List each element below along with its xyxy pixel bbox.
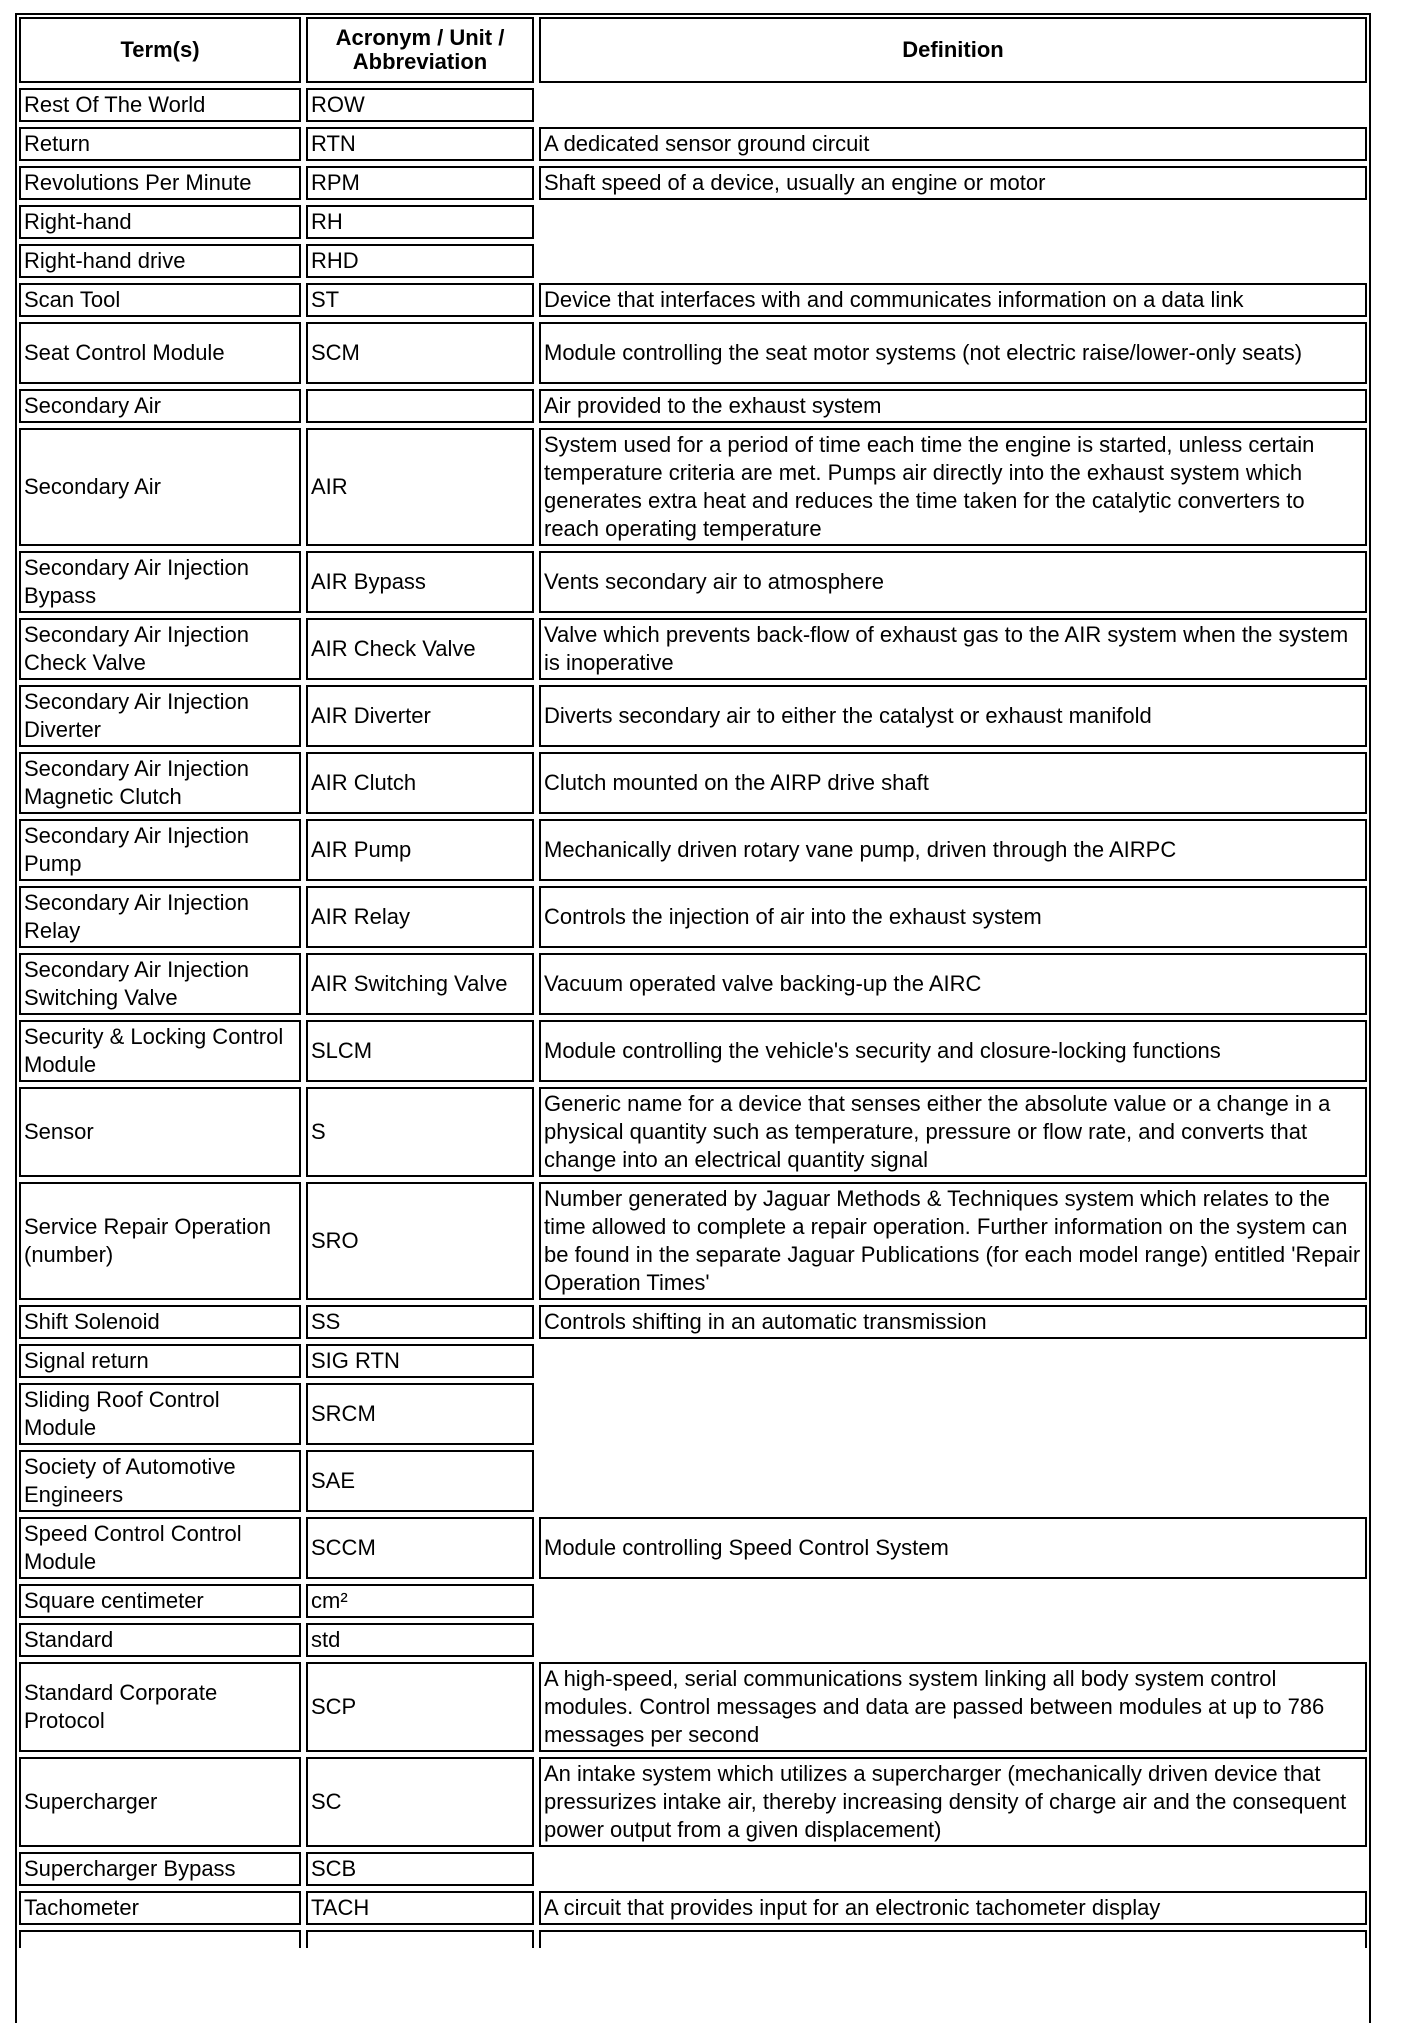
cell-term: Rest Of The World	[19, 88, 301, 122]
table-row	[19, 1450, 1367, 1512]
cell-definition: Number generated by Jaguar Methods & Techniques system which relates to the time allowed to complete a repair operation. Further information on the system can be found in the separate Jaguar Publications (for each model range) entitled 'Repair Operation Times'	[539, 1182, 1367, 1300]
cell-acronym: S	[306, 1087, 534, 1177]
header-acronym: Acronym / Unit / Abbreviation	[306, 17, 534, 83]
cell-acronym: SS	[306, 1305, 534, 1339]
cell-acronym: AIR Switching Valve	[306, 953, 534, 1015]
table-row	[19, 166, 1367, 200]
cell-acronym: SCM	[306, 322, 534, 384]
table-row	[19, 1344, 1367, 1378]
cell-definition: Vacuum operated valve backing-up the AIRC	[539, 953, 1367, 1015]
table-row	[19, 953, 1367, 1015]
cell-term: Sliding Roof Control Module	[19, 1383, 301, 1445]
cell-definition	[539, 1852, 1367, 1886]
cell-acronym: RPM	[306, 166, 534, 200]
glossary-table	[14, 12, 1372, 1953]
cell-definition: An intake system which utilizes a supercharger (mechanically driven device that pressurizes intake air, thereby increasing density of charge air and the consequent power output from a given displacement)	[539, 1757, 1367, 1847]
cell-acronym: RTN	[306, 127, 534, 161]
cell-acronym: AIR Pump	[306, 819, 534, 881]
table-row	[19, 819, 1367, 881]
cell-term: Sensor	[19, 1087, 301, 1177]
table-row	[19, 283, 1367, 317]
cell-acronym: SC	[306, 1757, 534, 1847]
cell-term: Security & Locking Control Module	[19, 1020, 301, 1082]
cell-term: Speed Control Control Module	[19, 1517, 301, 1579]
cell-definition: Air provided to the exhaust system	[539, 389, 1367, 423]
cell-term: Revolutions Per Minute	[19, 166, 301, 200]
cell-term: Secondary Air	[19, 389, 301, 423]
cell-term: Seat Control Module	[19, 322, 301, 384]
cell-term: Tachometer	[19, 1891, 301, 1925]
cell-term: Secondary Air Injection Relay	[19, 886, 301, 948]
cell-definition	[539, 88, 1367, 122]
cell-acronym: AIR Relay	[306, 886, 534, 948]
cell-definition: Valve which prevents back-flow of exhaust gas to the AIR system when the system is inoperative	[539, 618, 1367, 680]
table-row	[19, 886, 1367, 948]
table-row	[19, 1623, 1367, 1657]
cell-acronym: AIR Bypass	[306, 551, 534, 613]
table-row	[19, 1891, 1367, 1925]
header-term: Term(s)	[19, 17, 301, 83]
cell-term: Right-hand	[19, 205, 301, 239]
table-row	[19, 428, 1367, 546]
table-body	[19, 88, 1367, 1948]
cell-acronym: AIR Diverter	[306, 685, 534, 747]
cell-acronym: SAE	[306, 1450, 534, 1512]
cell-definition: A high-speed, serial communications system linking all body system control modules. Control messages and data are passed between modules at up to 786 messages per second	[539, 1662, 1367, 1752]
cell-acronym: SCCM	[306, 1517, 534, 1579]
cell-definition	[539, 205, 1367, 239]
cell-partial	[539, 1930, 1367, 1948]
header-row	[19, 17, 1367, 83]
cell-term: Scan Tool	[19, 283, 301, 317]
cell-term: Secondary Air Injection Check Valve	[19, 618, 301, 680]
cell-definition: Module controlling Speed Control System	[539, 1517, 1367, 1579]
cell-term: Return	[19, 127, 301, 161]
cell-acronym: SLCM	[306, 1020, 534, 1082]
table-row	[19, 685, 1367, 747]
table-row	[19, 1662, 1367, 1752]
cell-term: Secondary Air Injection Bypass	[19, 551, 301, 613]
table-row	[19, 322, 1367, 384]
cell-term: Square centimeter	[19, 1584, 301, 1618]
cell-definition: Module controlling the vehicle's security and closure-locking functions	[539, 1020, 1367, 1082]
cell-definition: Controls shifting in an automatic transmission	[539, 1305, 1367, 1339]
cell-term: Secondary Air Injection Pump	[19, 819, 301, 881]
cell-definition: Device that interfaces with and communicates information on a data link	[539, 283, 1367, 317]
cell-acronym: SCP	[306, 1662, 534, 1752]
cell-definition: Vents secondary air to atmosphere	[539, 551, 1367, 613]
cell-acronym: AIR Clutch	[306, 752, 534, 814]
cell-definition: Generic name for a device that senses either the absolute value or a change in a physical quantity such as temperature, pressure or flow rate, and converts that change into an electrical quantity signal	[539, 1087, 1367, 1177]
table-row	[19, 244, 1367, 278]
cell-definition	[539, 1623, 1367, 1657]
cell-definition	[539, 1383, 1367, 1445]
cell-definition: System used for a period of time each time the engine is started, unless certain temperature criteria are met. Pumps air directly into the exhaust system which generates extra heat and reduces the time taken for the catalytic converters to reach operating temperature	[539, 428, 1367, 546]
cell-acronym: ST	[306, 283, 534, 317]
cell-definition: Clutch mounted on the AIRP drive shaft	[539, 752, 1367, 814]
cell-acronym: cm²	[306, 1584, 534, 1618]
cell-definition: Mechanically driven rotary vane pump, driven through the AIRPC	[539, 819, 1367, 881]
cell-acronym: RH	[306, 205, 534, 239]
cell-definition: Diverts secondary air to either the catalyst or exhaust manifold	[539, 685, 1367, 747]
cell-definition: A circuit that provides input for an electronic tachometer display	[539, 1891, 1367, 1925]
cell-acronym: SRO	[306, 1182, 534, 1300]
cell-acronym: TACH	[306, 1891, 534, 1925]
table-row	[19, 618, 1367, 680]
cell-acronym: SCB	[306, 1852, 534, 1886]
table-row	[19, 1020, 1367, 1082]
header-definition: Definition	[539, 17, 1367, 83]
cell-term: Society of Automotive Engineers	[19, 1450, 301, 1512]
cell-acronym: RHD	[306, 244, 534, 278]
cell-term: Standard Corporate Protocol	[19, 1662, 301, 1752]
table-row	[19, 1852, 1367, 1886]
cell-term: Right-hand drive	[19, 244, 301, 278]
table-row	[19, 127, 1367, 161]
table-row	[19, 88, 1367, 122]
cell-term: Secondary Air	[19, 428, 301, 546]
table-row	[19, 1182, 1367, 1300]
cell-definition: A dedicated sensor ground circuit	[539, 127, 1367, 161]
cell-definition: Controls the injection of air into the exhaust system	[539, 886, 1367, 948]
table-row	[19, 1517, 1367, 1579]
cell-definition: Module controlling the seat motor systems (not electric raise/lower-only seats)	[539, 322, 1367, 384]
cell-term: Signal return	[19, 1344, 301, 1378]
cell-acronym: SIG RTN	[306, 1344, 534, 1378]
cell-acronym: AIR Check Valve	[306, 618, 534, 680]
cell-acronym: SRCM	[306, 1383, 534, 1445]
cell-definition	[539, 244, 1367, 278]
cell-acronym	[306, 389, 534, 423]
table-row-partial	[19, 1930, 1367, 1948]
table-row	[19, 551, 1367, 613]
table-row	[19, 1383, 1367, 1445]
cell-partial	[306, 1930, 534, 1948]
table-row	[19, 1087, 1367, 1177]
cell-term: Secondary Air Injection Switching Valve	[19, 953, 301, 1015]
table-row	[19, 205, 1367, 239]
cell-acronym: ROW	[306, 88, 534, 122]
cell-definition	[539, 1450, 1367, 1512]
cell-term: Supercharger	[19, 1757, 301, 1847]
cell-term: Secondary Air Injection Magnetic Clutch	[19, 752, 301, 814]
table-row	[19, 752, 1367, 814]
table-row	[19, 1305, 1367, 1339]
cell-term: Supercharger Bypass	[19, 1852, 301, 1886]
table-row	[19, 389, 1367, 423]
cell-definition: Shaft speed of a device, usually an engine or motor	[539, 166, 1367, 200]
cell-term: Service Repair Operation (number)	[19, 1182, 301, 1300]
cell-term: Secondary Air Injection Diverter	[19, 685, 301, 747]
table-row	[19, 1757, 1367, 1847]
cell-partial	[19, 1930, 301, 1948]
cell-definition	[539, 1344, 1367, 1378]
cell-definition	[539, 1584, 1367, 1618]
table-row	[19, 1584, 1367, 1618]
cell-term: Shift Solenoid	[19, 1305, 301, 1339]
cell-acronym: std	[306, 1623, 534, 1657]
cell-term: Standard	[19, 1623, 301, 1657]
cell-acronym: AIR	[306, 428, 534, 546]
